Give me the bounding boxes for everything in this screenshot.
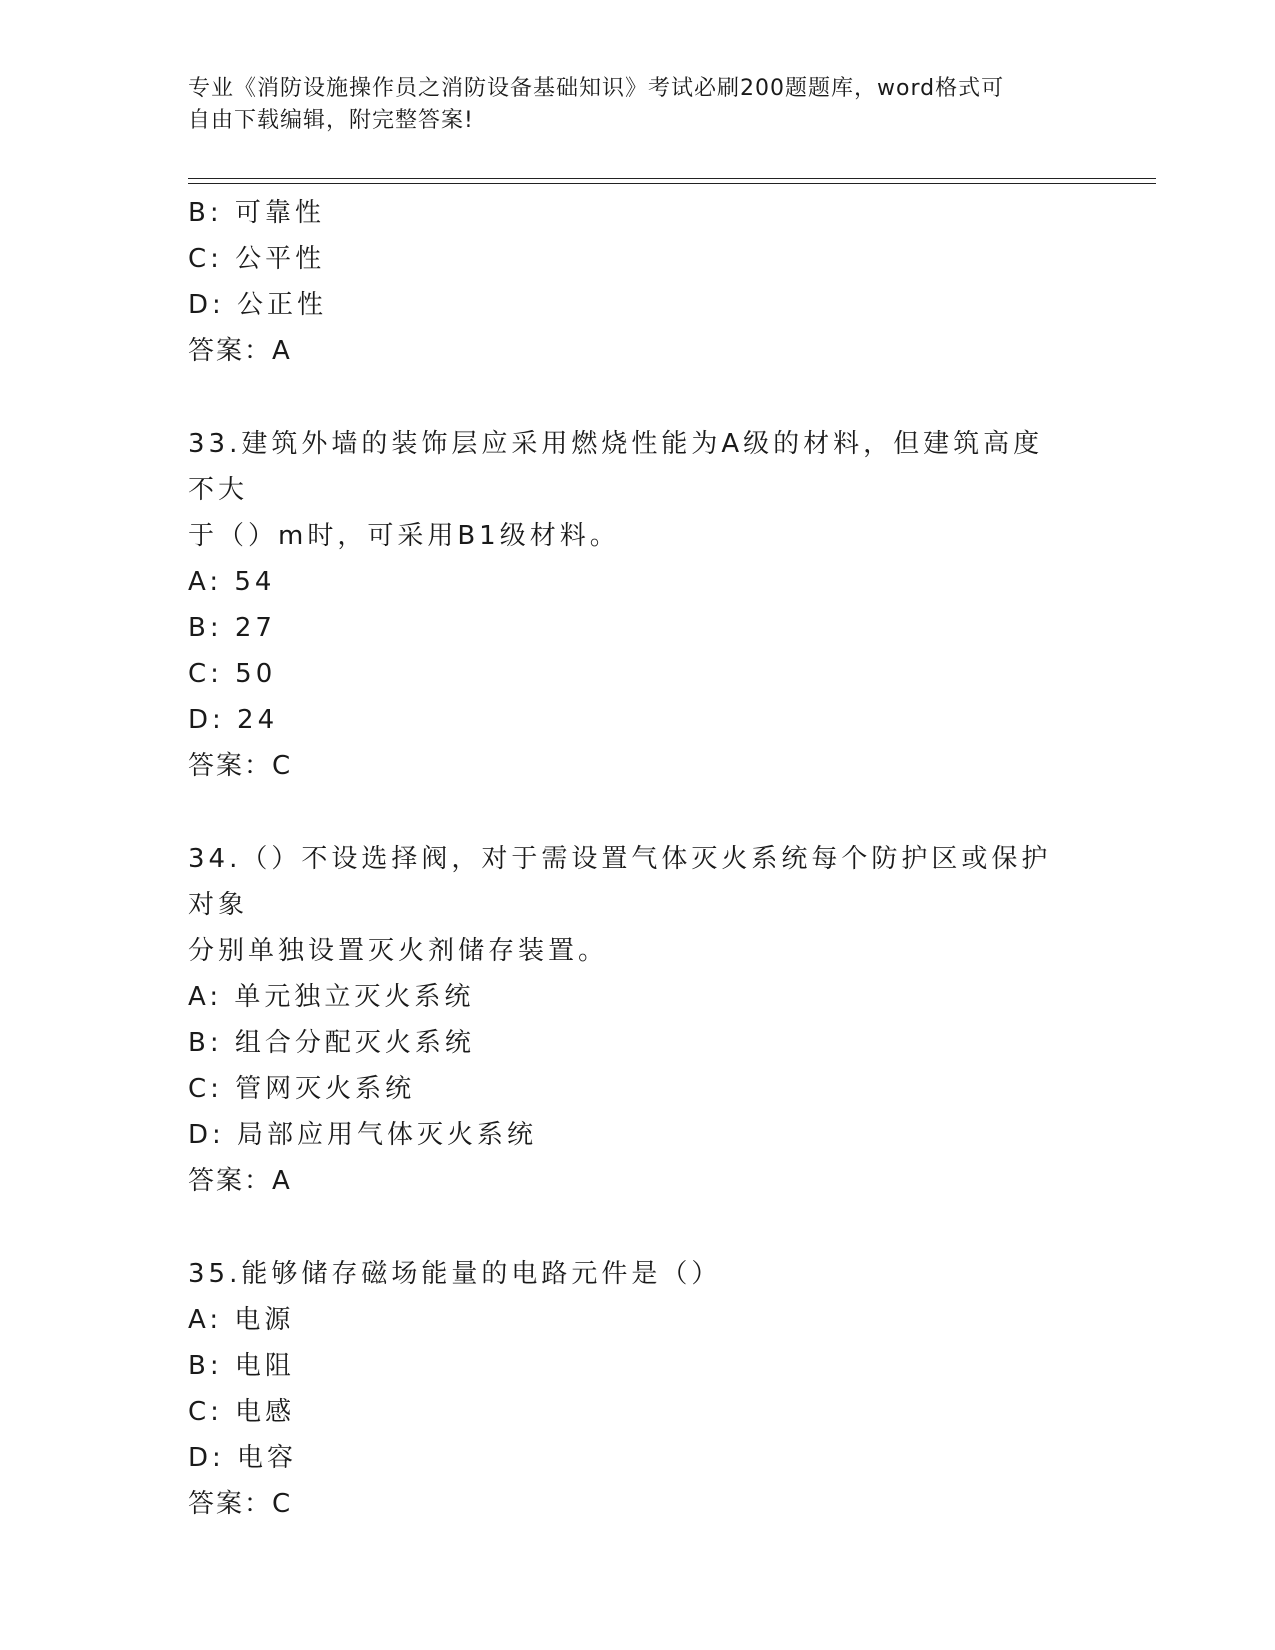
question-32-continuation [188,190,1088,374]
option-a: A: 电源 [188,1305,295,1335]
question-list [188,190,1088,1527]
option-d: D: 局部应用气体灭火系统 [188,1120,538,1150]
header-divider-bottom [188,183,1156,184]
option-d: D: 公正性 [188,290,328,320]
question-stem-line-1: 34.（）不设选择阀，对于需设置气体灭火系统每个防护区或保护对象 [188,844,1052,920]
option-a: A: 54 [188,567,276,597]
question-stem [188,421,1068,559]
option-d: D: 24 [188,705,279,735]
document-header [188,73,1068,137]
option-b: B: 组合分配灭火系统 [188,1028,475,1058]
option-d: D: 电容 [188,1443,298,1473]
question-stem [188,836,1068,974]
question-stem-line-2: 于（）m时，可采用B1级材料。 [188,521,620,551]
question-stem-line-1: 33.建筑外墙的装饰层应采用燃烧性能为A级的材料，但建筑高度不大 [188,429,1044,505]
option-a: A: 单元独立灭火系统 [188,982,475,1012]
header-divider-top [188,178,1156,179]
option-b: B: 27 [188,613,276,643]
option-b: B: 电阻 [188,1351,295,1381]
header-title-line-1: 专业《消防设施操作员之消防设备基础知识》考试必刷200题题库，word格式可 [188,76,1005,101]
question-stem-line-2: 分别单独设置灭火剂储存装置。 [188,936,609,966]
option-c: C: 管网灭火系统 [188,1074,416,1104]
answer-line: 答案：C [188,751,293,781]
option-c: C: 电感 [188,1397,296,1427]
question-stem [188,1251,1068,1297]
question-33 [188,421,1088,789]
header-title-line-2: 自由下载编辑，附完整答案! [188,108,474,133]
option-b: B: 可靠性 [188,198,325,228]
answer-line: 答案：A [188,1166,292,1196]
question-34 [188,836,1088,1204]
option-c: C: 公平性 [188,244,326,274]
question-stem-line-1: 35.能够储存磁场能量的电路元件是（） [188,1259,722,1289]
option-c: C: 50 [188,659,277,689]
question-35 [188,1251,1088,1527]
spacer [188,374,1088,421]
spacer [188,789,1088,836]
answer-line: 答案：C [188,1489,293,1519]
answer-line: 答案：A [188,336,292,366]
spacer [188,1204,1088,1251]
